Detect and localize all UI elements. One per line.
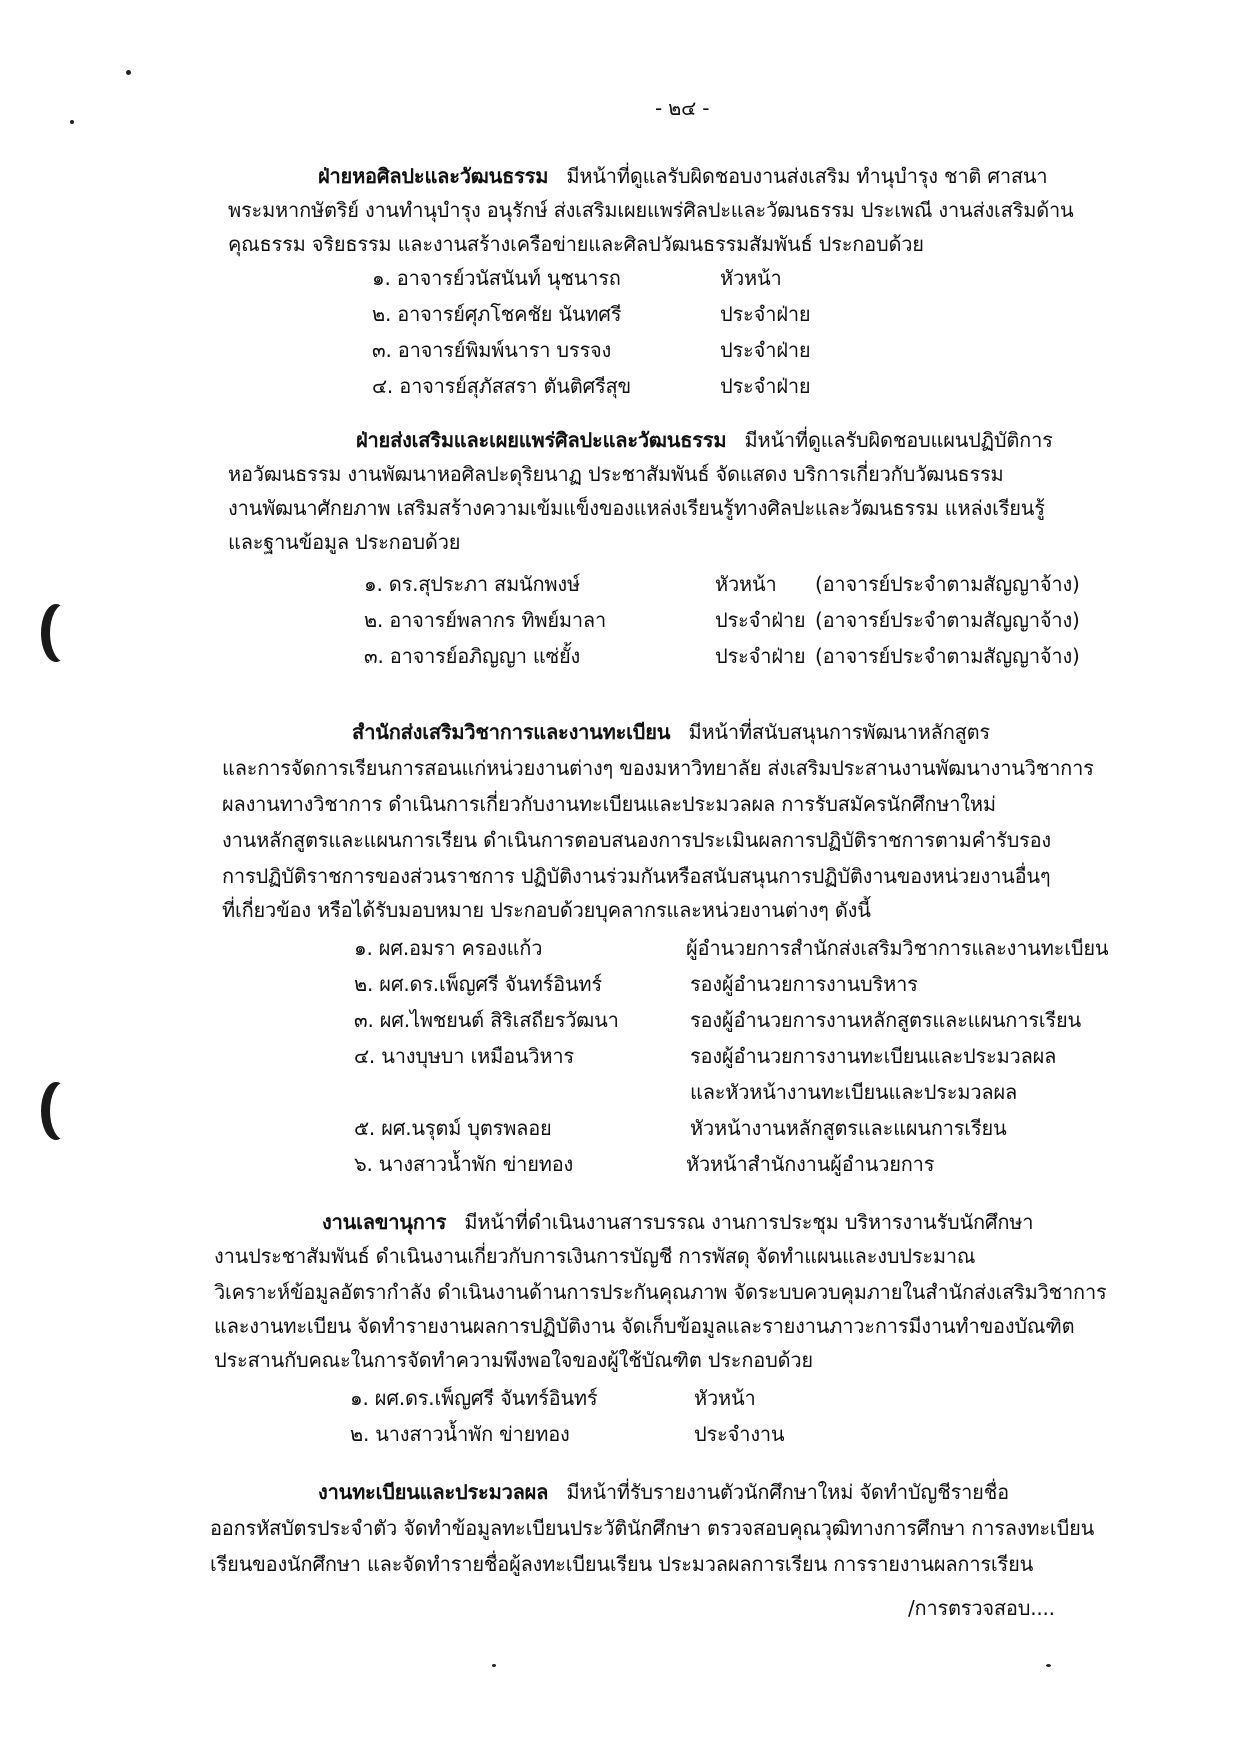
section-5-text: ออกรหัสบัตรประจำตัว จัดทำข้อมูลทะเบียนประวัตินักศึกษา ตรวจสอบคุณวุฒิทางการศึกษา การลงทะเบียน (210, 1516, 1095, 1540)
section-4-heading: งานเลขานุการ (322, 1210, 447, 1234)
member-role: และหัวหน้างานทะเบียนและประมวลผล (690, 1080, 1018, 1104)
section-3-text: งานหลักสูตรและแผนการเรียน ดำเนินการตอบสนองการประเมินผลการปฏิบัติราชการตามคำรับรอง (222, 828, 1051, 852)
member-role: ประจำงาน (694, 1422, 785, 1446)
section-4-text: ประสานกับคณะในการจัดทำความพึงพอใจของผู้ใช้บัณฑิต ประกอบด้วย (214, 1348, 813, 1372)
member-name: ๒. นางสาวน้ำพัก ข่ายทอง (350, 1422, 570, 1446)
section-5-heading: งานทะเบียนและประมวลผล (318, 1480, 549, 1504)
member-name: ๔. อาจารย์สุภัสสรา ตันติศรีสุข (372, 374, 632, 398)
member-name: ๑. อาจารย์วนัสนันท์ นุชนารถ (372, 266, 621, 290)
member-name: ๑. ผศ.อมรา ครองแก้ว (354, 936, 543, 960)
continuation-marker: /การตรวจสอบ.... (908, 1596, 1055, 1620)
member-name: ๓. ผศ.ไพชยนต์ สิริเสถียรวัฒนา (354, 1008, 619, 1032)
punch-hole-mark (50, 604, 80, 662)
member-name: ๒. อาจารย์ศุภโชคชัย นันทศรี (372, 302, 622, 326)
member-role: หัวหน้า (694, 1386, 756, 1410)
member-role: ประจำฝ่าย (720, 338, 811, 362)
member-name: ๒. อาจารย์พลากร ทิพย์มาลา (364, 608, 607, 632)
section-1-text: มีหน้าที่ดูแลรับผิดชอบงานส่งเสริม ทำนุบำรุง ชาติ ศาสนา (566, 164, 1048, 188)
member-role: หัวหน้าสำนักงานผู้อำนวยการ (686, 1152, 935, 1176)
punch-hole-mark (50, 1082, 80, 1140)
member-name: ๖. นางสาวน้ำพัก ข่ายทอง (354, 1152, 574, 1176)
member-name: ๓. อาจารย์พิมพ์นารา บรรจง (372, 338, 612, 362)
section-4-text: มีหน้าที่ดำเนินงานสารบรรณ งานการประชุม บริหารงานรับนักศึกษา (464, 1210, 1034, 1234)
member-name: ๑. ดร.สุประภา สมนักพงษ์ (364, 572, 580, 596)
member-role: หัวหน้างานหลักสูตรและแผนการเรียน (690, 1116, 1007, 1140)
member-role: ประจำฝ่าย (715, 644, 806, 668)
member-role: ประจำฝ่าย (720, 302, 811, 326)
section-1-first-line (318, 164, 1047, 188)
section-3-text: ที่เกี่ยวข้อง หรือได้รับมอบหมาย ประกอบด้วยบุคลากรและหน่วยงานต่างๆ ดังนี้ (222, 898, 871, 922)
member-role: รองผู้อำนวยการงานทะเบียนและประมวลผล (690, 1044, 1057, 1068)
member-role: ประจำฝ่าย (720, 374, 811, 398)
section-5-first-line (318, 1480, 1009, 1504)
member-note: (อาจารย์ประจำตามสัญญาจ้าง) (815, 644, 1080, 668)
section-2-text: มีหน้าที่ดูแลรับผิดชอบแผนปฏิบัติการ (744, 428, 1053, 452)
section-4-text: และงานทะเบียน จัดทำรายงานผลการปฏิบัติงาน จัดเก็บข้อมูลและรายงานภาวะการมีงานทำของบัณฑิต (214, 1314, 1075, 1338)
section-4-text: งานประชาสัมพันธ์ ดำเนินงานเกี่ยวกับการเงินการบัญชี การพัสดุ จัดทำแผนและงบประมาณ (214, 1244, 976, 1268)
section-2-text: หอวัฒนธรรม งานพัฒนาหอศิลปะดุริยนาฏ ประชาสัมพันธ์ จัดแสดง บริการเกี่ยวกับวัฒนธรรม (228, 462, 1004, 486)
section-4-first-line (322, 1210, 1033, 1234)
section-1-text: พระมหากษัตริย์ งานทำนุบำรุง อนุรักษ์ ส่งเสริมเผยแพร่ศิลปะและวัฒนธรรม ประเพณี งานส่งเสริมด้าน (228, 198, 1074, 222)
member-role: ประจำฝ่าย (715, 608, 806, 632)
member-name: ๒. ผศ.ดร.เพ็ญศรี จันทร์อินทร์ (354, 972, 602, 996)
member-note: (อาจารย์ประจำตามสัญญาจ้าง) (815, 572, 1080, 596)
section-3-heading: สำนักส่งเสริมวิชาการและงานทะเบียน (352, 720, 671, 744)
section-3-text: การปฏิบัติราชการของส่วนราชการ ปฏิบัติงานร่วมกันหรือสนับสนุนการปฏิบัติงานของหน่วยงานอื่นๆ (222, 864, 1051, 888)
section-3-first-line (352, 720, 990, 744)
section-5-text: เรียนของนักศึกษา และจัดทำรายชื่อผู้ลงทะเบียนเรียน ประมวลผลการเรียน การรายงานผลการเรียน (210, 1552, 1034, 1576)
member-role: หัวหน้า (720, 266, 782, 290)
section-1-text: คุณธรรม จริยธรรม และงานสร้างเครือข่ายและศิลปวัฒนธรรมสัมพันธ์ ประกอบด้วย (228, 232, 924, 256)
scan-speck (126, 70, 131, 75)
section-2-heading: ฝ่ายส่งเสริมและเผยแพร่ศิลปะและวัฒนธรรม (356, 428, 727, 452)
section-2-text: และฐานข้อมูล ประกอบด้วย (228, 530, 461, 554)
member-role: หัวหน้า (715, 572, 777, 596)
scan-speck (492, 1664, 496, 1667)
section-3-text: ผลงานทางวิชาการ ดำเนินการเกี่ยวกับงานทะเบียนและประมวลผล การรับสมัครนักศึกษาใหม่ (222, 792, 996, 816)
member-name: ๓. อาจารย์อภิญญา แซ่ยั้ง (364, 644, 581, 668)
section-2-text: งานพัฒนาศักยภาพ เสริมสร้างความเข้มแข็งของแหล่งเรียนรู้ทางศิลปะและวัฒนธรรม แหล่งเรียนรู้ (228, 496, 1045, 520)
section-3-text: มีหน้าที่สนับสนุนการพัฒนาหลักสูตร (688, 720, 990, 744)
member-name: ๑. ผศ.ดร.เพ็ญศรี จันทร์อินทร์ (350, 1386, 598, 1410)
scan-speck (70, 120, 74, 124)
member-note: (อาจารย์ประจำตามสัญญาจ้าง) (815, 608, 1080, 632)
member-name: ๕. ผศ.นรุตม์ บุตรพลอย (354, 1116, 552, 1140)
page-number: - ๒๔ - (655, 96, 710, 120)
section-2-first-line (356, 428, 1053, 452)
member-role: ผู้อำนวยการสำนักส่งเสริมวิชาการและงานทะเบียน (686, 936, 1109, 960)
scan-speck (1046, 1664, 1051, 1667)
section-1-heading: ฝ่ายหอศิลปะและวัฒนธรรม (318, 164, 549, 188)
section-5-text: มีหน้าที่รับรายงานตัวนักศึกษาใหม่ จัดทำบัญชีรายชื่อ (566, 1480, 1009, 1504)
section-3-text: และการจัดการเรียนการสอนแก่หน่วยงานต่างๆ ของมหาวิทยาลัย ส่งเสริมประสานงานพัฒนางานวิชาการ (222, 756, 1094, 780)
member-role: รองผู้อำนวยการงานบริหาร (690, 972, 918, 996)
member-role: รองผู้อำนวยการงานหลักสูตรและแผนการเรียน (690, 1008, 1081, 1032)
section-4-text: วิเคราะห์ข้อมูลอัตรากำลัง ดำเนินงานด้านการประกันคุณภาพ จัดระบบควบคุมภายในสำนักส่งเสริมวิชาการ (214, 1280, 1107, 1304)
member-name: ๔. นางบุษบา เหมือนวิหาร (354, 1044, 574, 1068)
